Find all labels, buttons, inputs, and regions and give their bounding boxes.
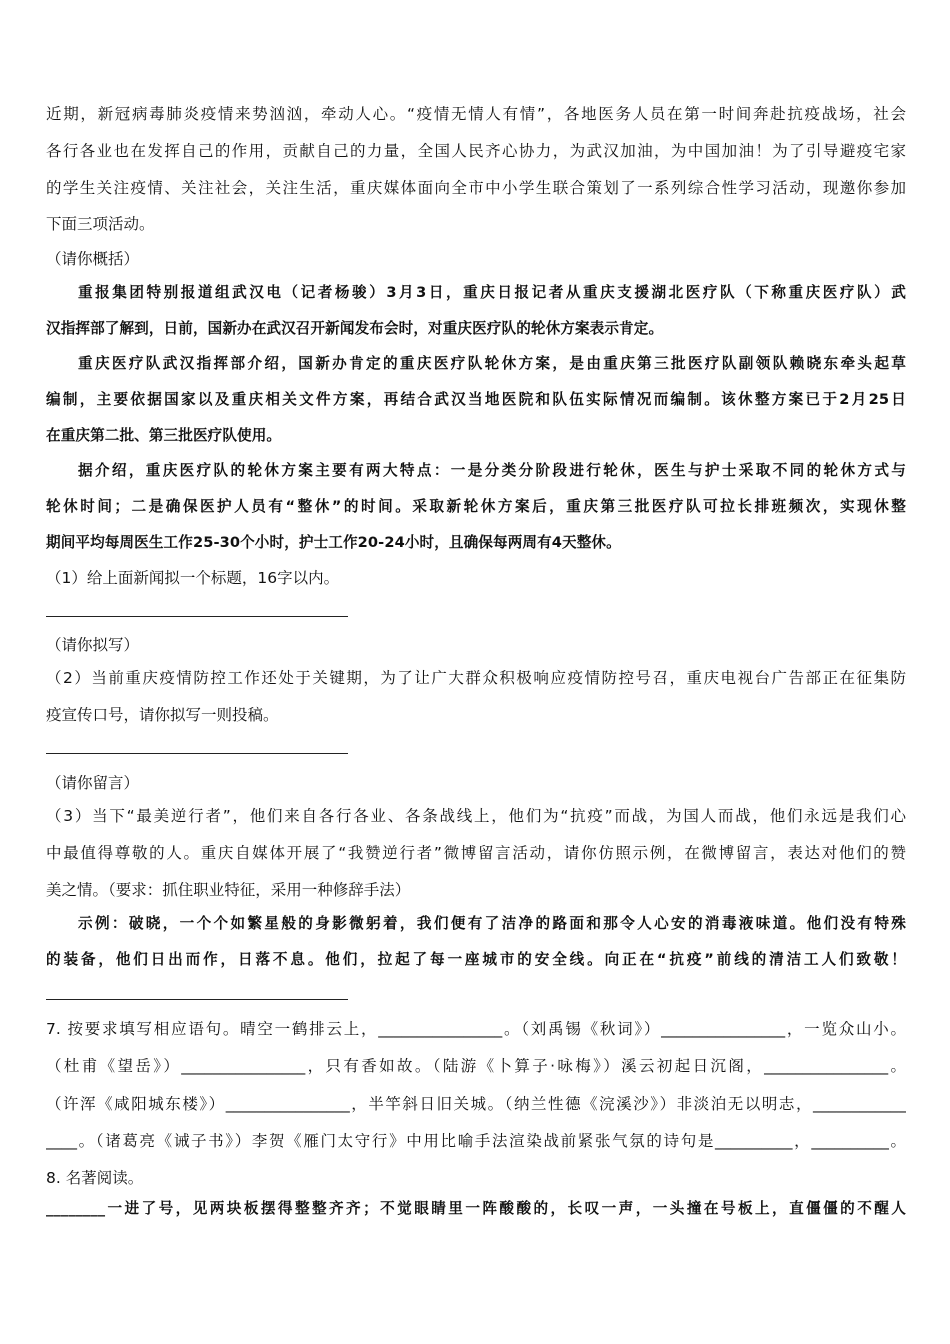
section-label-compose: （请你拟写） [46, 636, 140, 654]
question-2-line-2: 疫宣传口号，请你拟写一则投稿。 [46, 706, 279, 724]
question-8-text: ________一进了号，见两块板摆得整整齐齐；不觉眼睛里一阵酸酸的，长叹一声，一头撞在号板上，直僵僵的不醒人 [46, 1200, 906, 1217]
question-3-line-3: 美之情。（要求：抓住职业特征，采用一种修辞手法） [46, 881, 411, 899]
answer-line-2 [46, 753, 348, 754]
question-1: （1）给上面新闻拟一个标题，16字以内。 [46, 569, 340, 587]
intro-line-4: 下面三项活动。 [46, 215, 155, 233]
news-line-2: 汉指挥部了解到，日前，国新办在武汉召开新闻发布会时，对重庆医疗队的轮休方案表示肯定。 [46, 320, 664, 337]
section-label-message: （请你留言） [46, 774, 140, 792]
question-3-line-1: （3）当下“最美逆行者”，他们来自各行各业、各条战线上，他们为“抗疫”而战，为国人而战，他们永远是我们心 [46, 807, 906, 825]
news-line-8: 期间平均每周医生工作25-30个小时，护士工作20-24小时，且确保每两周有4天整休。 [46, 534, 621, 551]
question-7-line-1: 7. 按要求填写相应语句。晴空一鹤排云上，________________。（刘禹锡《秋词》）________________，一览众山小。 [46, 1020, 906, 1038]
answer-line-3 [46, 999, 348, 1000]
intro-line-1: 近期，新冠病毒肺炎疫情来势汹汹，牵动人心。“疫情无情人有情”，各地医务人员在第一时间奔赴抗疫战场，社会 [46, 105, 906, 123]
question-7-line-3: （许浑《咸阳城东楼》）________________，半竿斜日旧关城。（纳兰性德《浣溪沙》）非淡泊无以明志，____________ [46, 1095, 906, 1113]
question-7-line-2: （杜甫《望岳》）________________，只有香如故。（陆游《卜算子·咏梅》）溪云初起日沉阁，________________。 [46, 1057, 906, 1075]
question-8-title: 8. 名著阅读。 [46, 1169, 144, 1187]
intro-line-2: 各行各业也在发挥自己的作用，贡献自己的力量，全国人民齐心协力，为武汉加油，为中国加油！为了引导避疫宅家 [46, 142, 906, 160]
question-7-line-4: ____。（诸葛亮《诫子书》）李贺《雁门太守行》中用比喻手法渲染战前紧张气氛的诗句是__________，__________。 [46, 1132, 906, 1150]
news-line-5: 在重庆第二批、第三批医疗队使用。 [46, 427, 282, 444]
news-line-1: 重报集团特别报道组武汉电（记者杨骏）3月3日，重庆日报记者从重庆支援湖北医疗队（下称重庆医疗队）武 [78, 284, 906, 301]
news-line-3: 重庆医疗队武汉指挥部介绍，国新办肯定的重庆医疗队轮休方案，是由重庆第三批医疗队副领队赖晓东牵头起草 [78, 355, 906, 372]
news-line-6: 据介绍，重庆医疗队的轮休方案主要有两大特点：一是分类分阶段进行轮休，医生与护士采取不同的轮休方式与 [78, 462, 906, 479]
section-label-summarize: （请你概括） [46, 250, 140, 268]
intro-line-3: 的学生关注疫情、关注社会，关注生活，重庆媒体面向全市中小学生联合策划了一系列综合性学习活动，现邀你参加 [46, 179, 906, 197]
example-line-2: 的装备，他们日出而作，日落不息。他们，拉起了每一座城市的安全线。向正在“抗疫”前线的清洁工人们致敬！ [46, 951, 906, 968]
news-line-4: 编制，主要依据国家以及重庆相关文件方案，再结合武汉当地医院和队伍实际情况而编制。该休整方案已于2月25日 [46, 391, 906, 408]
answer-line-1 [46, 616, 348, 617]
question-2-line-1: （2）当前重庆疫情防控工作还处于关键期，为了让广大群众积极响应疫情防控号召，重庆电视台广告部正在征集防 [46, 669, 906, 687]
question-3-line-2: 中最值得尊敬的人。重庆自媒体开展了“我赞逆行者”微博留言活动，请你仿照示例，在微博留言，表达对他们的赞 [46, 844, 906, 862]
example-line-1: 示例：破晓，一个个如繁星般的身影微躬着，我们便有了洁净的路面和那令人心安的消毒液味道。他们没有特殊 [78, 915, 906, 932]
news-line-7: 轮休时间；二是确保医护人员有“整休”的时间。采取新轮休方案后，重庆第三批医疗队可拉长排班频次，实现休整 [46, 498, 906, 515]
